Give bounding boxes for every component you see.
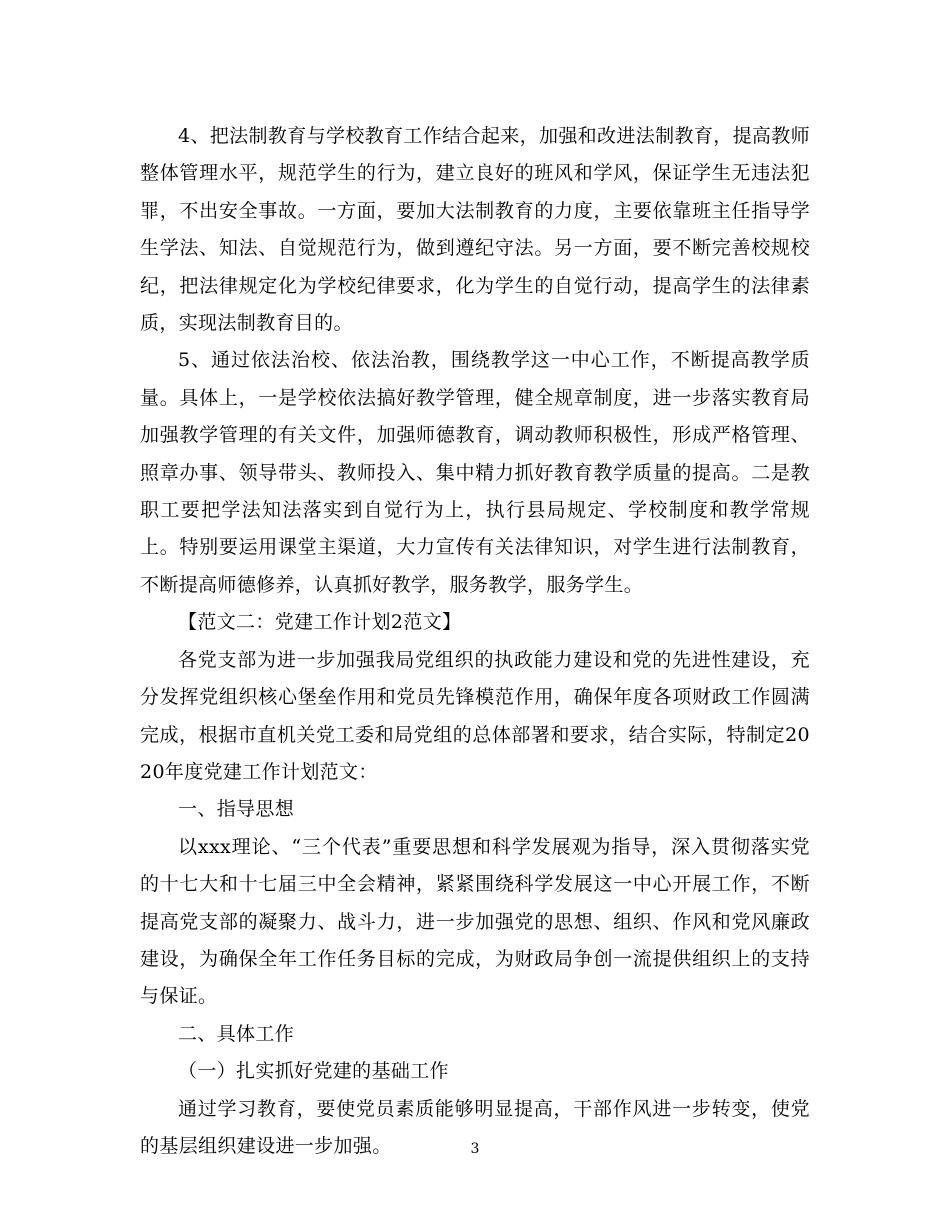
heading-specific-work: 二、具体工作 [178,1022,295,1045]
intro-paragraph: 各党支部为进一步加强我局党组织的执政能力建设和党的先进性建设，充分发挥党组织核心堡垒作用和党员先锋模范作用，确保年度各项财政工作圆满完成，根据市直机关党工委和局党组的总体部署和要求，结合实际，特制定2020年度党建工作计划范文： [140,648,810,783]
paragraph-item-4: 4、把法制教育与学校教育工作结合起来，加强和改进法制教育，提高教师整体管理水平，规范学生的行为，建立良好的班风和学风，保证学生无违法犯罪，不出安全事故。一方面，要加大法制教育的力度，主要依靠班主任指导学生学法、知法、自觉规范行为，做到遵纪守法。另一方面，要不断完善校规校纪，把法律规定化为学校纪律要求，化为学生的自觉行动，提高学生的法律素质，实现法制教育目的。 [140,125,810,335]
document-body [140,118,810,1165]
heading-guiding-ideology: 一、指导思想 [178,798,295,821]
page-number: 3 [470,1141,480,1157]
subheading-foundation-work: （一）扎实抓好党建的基础工作 [178,1060,449,1083]
guiding-ideology-paragraph: 以xxx理论、“三个代表”重要思想和科学发展观为指导，深入贯彻落实党的十七大和十七届三中全会精神，紧紧围绕科学发展这一中心开展工作，不断提高党支部的凝聚力、战斗力，进一步加强党的思想、组织、作风和党风廉政建设，为确保全年工作任务目标的完成，为财政局争创一流提供组织上的支持与保证。 [140,835,810,1008]
section-heading-sample-two: 【范文二：党建工作计划2范文】 [178,611,462,634]
paragraph-item-5: 5、通过依法治校、依法治教，围绕教学这一中心工作，不断提高教学质量。具体上，一是学校依法搞好教学管理，健全规章制度，进一步落实教育局加强教学管理的有关文件，加强师德教育，调动教师积极性，形成严格管理、照章办事、领导带头、教师投入、集中精力抓好教育教学质量的提高。二是教职工要把学法知法落实到自觉行为上，执行县局规定、学校制度和教学常规上。特别要运用课堂主渠道，大力宣传有关法律知识，对学生进行法制教育，不断提高师德修养，认真抓好教学，服务教学，服务学生。 [140,349,810,596]
foundation-work-paragraph: 通过学习教育，要使党员素质能够明显提高，干部作风进一步转变，使党的基层组织建设进一步加强。 [140,1097,810,1157]
